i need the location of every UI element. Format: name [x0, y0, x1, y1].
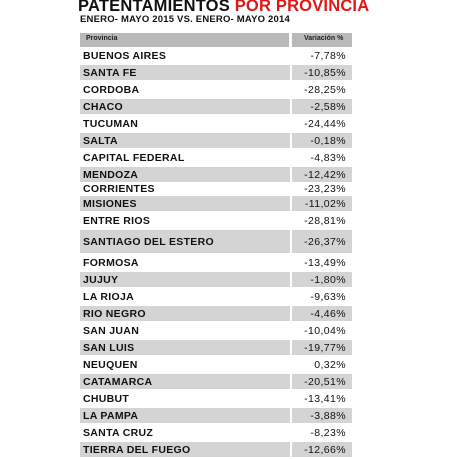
- header-provincia: Provincia: [86, 35, 118, 42]
- provincia-cell: TUCUMAN: [83, 117, 139, 130]
- variacion-cell: -13,49%: [304, 256, 346, 269]
- variacion-cell: -28,25%: [304, 83, 346, 96]
- provincia-cell: ENTRE RIOS: [83, 214, 151, 227]
- provincia-cell: SANTA FE: [80, 65, 290, 80]
- variacion-cell: -1,80%: [292, 272, 352, 287]
- table-row: [80, 408, 352, 425]
- variacion-cell: 0,32%: [314, 358, 346, 371]
- variacion-cell: -7,78%: [310, 49, 346, 62]
- provincia-cell: MENDOZA: [80, 167, 290, 182]
- provincia-cell: TIERRA DEL FUEGO: [80, 442, 290, 457]
- table-row: [80, 323, 352, 340]
- table-body: [80, 48, 352, 459]
- variacion-cell: -10,04%: [304, 324, 346, 337]
- table-row: [80, 82, 352, 99]
- title-red: POR PROVINCIA: [234, 0, 370, 15]
- table-row: [80, 289, 352, 306]
- provincia-cell: SAN LUIS: [80, 340, 290, 355]
- table-row: [80, 213, 352, 230]
- table-row: [80, 374, 352, 391]
- variacion-cell: -26,37%: [292, 230, 352, 253]
- table-row: [80, 255, 352, 272]
- table-row: [80, 99, 352, 116]
- table-row: [80, 196, 352, 213]
- provincia-cell: LA RIOJA: [83, 290, 135, 303]
- table-row: [80, 116, 352, 133]
- table-row: [80, 48, 352, 65]
- variacion-cell: -20,51%: [292, 374, 352, 389]
- variacion-cell: -19,77%: [292, 340, 352, 355]
- table-row: [80, 65, 352, 82]
- variacion-cell: -2,58%: [292, 99, 352, 114]
- provincia-cell: CORDOBA: [83, 83, 140, 96]
- variacion-cell: -28,81%: [304, 214, 346, 227]
- provincia-cell: FORMOSA: [83, 256, 139, 269]
- variacion-cell: -10,85%: [292, 65, 352, 80]
- variacion-cell: -24,44%: [304, 117, 346, 130]
- header-variacion: Variación %: [304, 35, 344, 42]
- provincia-cell: SANTA CRUZ: [83, 426, 154, 439]
- table-row: [80, 150, 352, 167]
- provincia-cell: CHUBUT: [83, 392, 130, 405]
- provincia-cell: NEUQUEN: [83, 358, 138, 371]
- provincia-cell: CATAMARCA: [80, 374, 290, 389]
- table-row: [80, 425, 352, 442]
- variacion-cell: -4,46%: [292, 306, 352, 321]
- header-separator: [289, 33, 292, 47]
- table-row: [80, 184, 352, 196]
- provincia-cell: RIO NEGRO: [80, 306, 290, 321]
- provincia-cell: CHACO: [80, 99, 290, 114]
- variacion-cell: -13,41%: [304, 392, 346, 405]
- variacion-cell: -12,42%: [292, 167, 352, 182]
- variacion-cell: -11,02%: [292, 196, 352, 211]
- provincia-cell: JUJUY: [80, 272, 290, 287]
- table-row: [80, 442, 352, 459]
- provincia-cell: LA PAMPA: [80, 408, 290, 423]
- table-row: [80, 272, 352, 289]
- variacion-cell: -12,66%: [292, 442, 352, 457]
- provincia-cell: MISIONES: [80, 196, 290, 211]
- variacion-cell: -8,23%: [310, 426, 346, 439]
- table-row: [80, 230, 352, 255]
- provincia-cell: SANTIAGO DEL ESTERO: [80, 230, 290, 253]
- table-row: [80, 340, 352, 357]
- table-header: [80, 33, 352, 47]
- provincia-cell: SALTA: [80, 133, 290, 148]
- provincia-cell: SAN JUAN: [83, 324, 140, 337]
- variacion-cell: -23,23%: [304, 183, 346, 195]
- provincia-cell: CAPITAL FEDERAL: [83, 151, 185, 164]
- provincia-cell: CORRIENTES: [83, 183, 155, 195]
- table-row: [80, 133, 352, 150]
- variacion-cell: -9,63%: [310, 290, 346, 303]
- variacion-cell: -3,88%: [292, 408, 352, 423]
- variacion-cell: -4,83%: [310, 151, 346, 164]
- table-row: [80, 306, 352, 323]
- variacion-cell: -0,18%: [292, 133, 352, 148]
- table-row: [80, 357, 352, 374]
- provincia-cell: BUENOS AIRES: [83, 49, 167, 62]
- table-row: [80, 167, 352, 184]
- subtitle: ENERO- MAYO 2015 VS. ENERO- MAYO 2014: [80, 14, 290, 25]
- title-black: PATENTAMIENTOS: [78, 0, 230, 15]
